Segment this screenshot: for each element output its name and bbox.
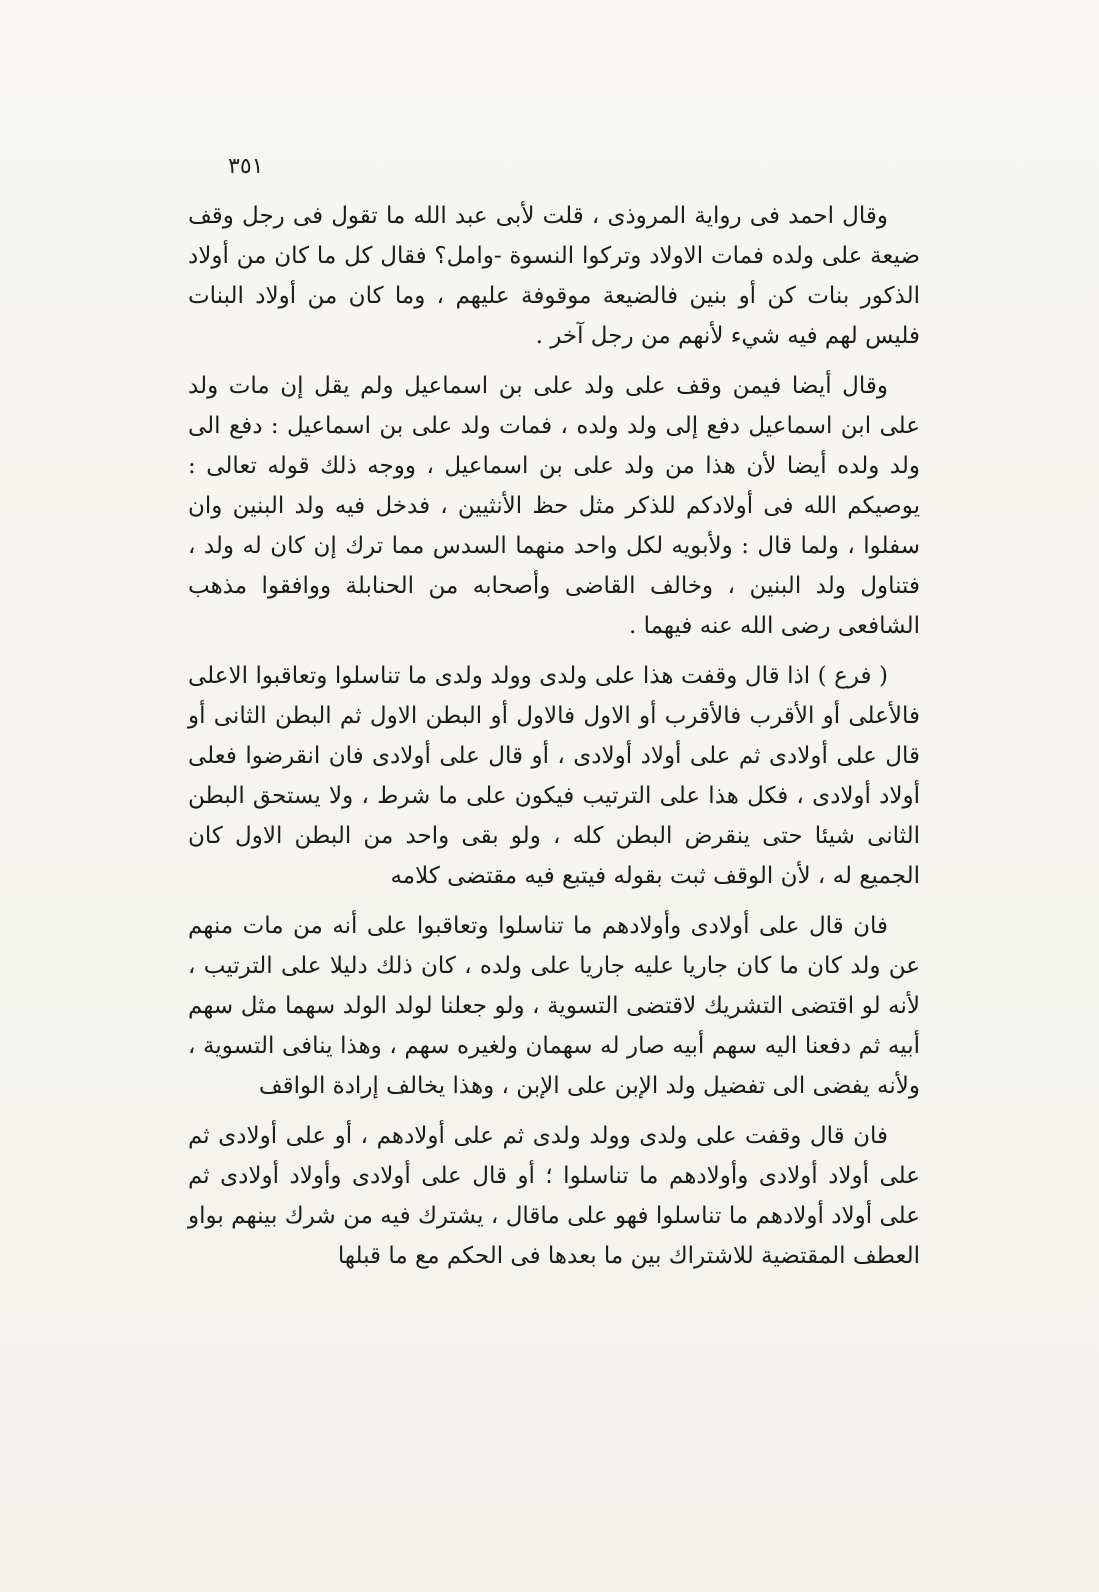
paragraph: وقال احمد فى رواية المروذى ، قلت لأبى عبد الله ما تقول فى رجل وقف ضيعة على ولده فمات الاولاد وتركوا النسوة -وامل؟ فقال كل ما كان من أولاد الذكور بنات كن أو بنين فالضيعة موقوفة عليهم ، وما كان من أولاد البنات فليس لهم فيه شيء لأنهم من رجل آخر . <box>188 203 920 349</box>
paragraph: ( فرع ) اذا قال وقفت هذا على ولدى وولد ولدى ما تناسلوا وتعاقبوا الاعلى فالأعلى أو الأقرب فالأقرب أو الاول فالاول أو البطن الاول ثم البطن الثانى أو قال على أولادى ثم على أولاد أولادى ، أو قال على أولادى فان انقرضوا فعلى أولاد أولادى ، فكل هذا على الترتيب فيكون على ما شرط ، ولا يستحق البطن الثانى شيئا حتى ينقرض البطن كله ، ولو بقى واحد من البطن الاول كان الجميع له ، لأن الوقف ثبت بقوله فيتبع فيه مقتضى كلامه <box>188 663 920 889</box>
paragraph: وقال أيضا فيمن وقف على ولد على بن اسماعيل ولم يقل إن مات ولد على ابن اسماعيل دفع إلى ولد ولده ، فمات ولد على بن اسماعيل : دفع الى ولد ولده أيضا لأن هذا من ولد على بن اسماعيل ، ووجه ذلك قوله تعالى : يوصيكم الله فى أولادكم للذكر مثل حظ الأنثيين ، فدخل فيه ولد البنين وان سفلوا ، ولما قال : ولأبويه لكل واحد منهما السدس مما ترك إن كان له ولد ، فتناول ولد البنين ، وخالف القاضى وأصحابه من الحنابلة ووافقوا مذهب الشافعى رضى الله عنه فيهما . <box>188 373 920 639</box>
page-number: ٣٥١ <box>228 154 264 179</box>
paragraph: فان قال على أولادى وأولادهم ما تناسلوا وتعاقبوا على أنه من مات منهم عن ولد كان ما كان جاريا عليه جاريا على ولده ، كان ذلك دليلا على الترتيب ، لأنه لو اقتضى التشريك لاقتضى التسوية ، ولو جعلنا لولد الولد سهما مثل سهم أبيه ثم دفعنا اليه سهم أبيه صار له سهمان ولغيره سهم ، وهذا ينافى التسوية ، ولأنه يفضى الى تفضيل ولد الإبن على الإبن ، وهذا يخالف إرادة الواقف <box>188 913 920 1099</box>
paragraph: فان قال وقفت على ولدى وولد ولدى ثم على أولادهم ، أو على أولادى ثم على أولاد أولادى وأولادهم ما تناسلوا ؛ أو قال على أولادى وأولاد أولادى ثم على أولاد أولادهم ما تناسلوا فهو على ماقال ، يشترك فيه من شرك بينهم بواو العطف المقتضية للاشتراك بين ما بعدها فى الحكم مع ما قبلها <box>188 1123 920 1269</box>
page-body <box>188 196 920 1276</box>
